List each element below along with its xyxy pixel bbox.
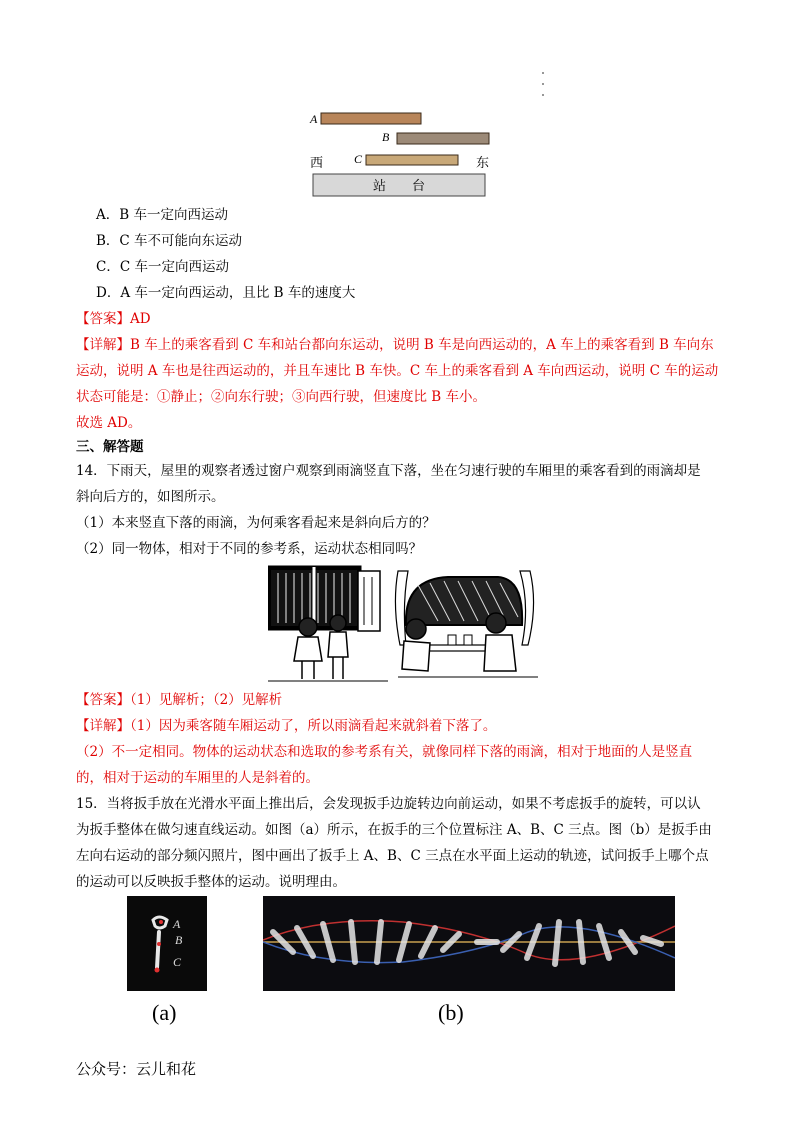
q15-line-1: 15．当将扳手放在光滑水平面上推出后，会发现扳手边旋转边向前运动，如果不考虑扳手的旋转，可以认 [76,796,701,812]
q14-sub-2: （2）同一物体，相对于不同的参考系，运动状态相同吗？ [76,541,423,557]
q14-sub-1: （1）本来竖直下落的雨滴，为何乘客看起来是斜向后方的？ [76,515,436,531]
photo-a-label-b: B [175,933,183,947]
photo-a-label-c: C [173,955,182,969]
q14-answer: 【答案】（1）见解析；（2）见解析 [76,692,283,708]
q14-line-2: 斜向后方的，如图所示。 [76,489,225,505]
q14-detail-1: 【详解】（1）因为乘客随车厢运动了，所以雨滴看起来就斜着下落了。 [76,718,497,734]
q13-detail-2: 运动，说明 A 车也是往西运动的，并且车速比 B 车快。C 车上的乘客看到 A 车向西运动，说明 C 车的运动 [76,363,719,379]
q13-detail-4: 故选 AD。 [76,415,142,431]
train-b [397,133,489,144]
footer-account: 公众号：云儿和花 [76,1060,197,1078]
q14-detail-3: 的，相对于运动的车厢里的人是斜着的。 [76,770,319,786]
east-label: 东 [476,156,490,171]
platform-label: 站 台 [372,179,426,194]
section-title: 三、解答题 [76,439,144,455]
option-a: A．B 车一定向西运动 [96,207,228,223]
option-c: C．C 车一定向西运动 [96,259,229,275]
train-a [321,113,421,124]
q14-line-1: 14．下雨天，屋里的观察者透过窗户观察到雨滴竖直下落，坐在匀速行驶的车厢里的乘客看到的雨滴却是 [76,463,701,479]
wrench-icon [157,932,159,968]
q15-line-2: 为扳手整体在做匀速直线运动。如图（a）所示，在扳手的三个位置标注 A、B、C 三点。图（b）是扳手由 [76,822,712,838]
rain-observers-illustration [268,565,546,683]
wrench-photo-a [127,896,207,991]
q13-answer: 【答案】AD [76,311,151,327]
caption-a: (a) [152,1000,177,1025]
option-b: B．C 车不可能向东运动 [96,233,243,249]
photo-a-label-a: A [173,917,181,931]
strobe-photo-b [263,896,675,991]
label-a: A [310,112,318,126]
train-c [366,155,458,165]
option-d: D．A 车一定向西运动，且比 B 车的速度大 [96,285,356,301]
q14-detail-2: （2）不一定相同。物体的运动状态和选取的参考系有关，就像同样下落的雨滴，相对于地面的人是竖直 [76,744,693,760]
train-platform-diagram [300,105,510,200]
q15-line-3: 左向右运动的部分频闪照片，图中画出了扳手上 A、B、C 三点在水平面上运动的轨迹，试问扳手上哪个点 [76,848,709,864]
label-c: C [354,152,363,166]
q13-detail-1: 【详解】B 车上的乘客看到 C 车和站台都向东运动，说明 B 车是向西运动的，A 车上的乘客看到 B 车向东 [76,337,714,353]
q13-detail-3: 状态可能是：①静止；②向东行驶；③向西行驶，但速度比 B 车小。 [76,389,487,405]
west-label: 西 [310,156,324,171]
label-b: B [382,130,390,144]
caption-b: (b) [438,1000,464,1025]
decorative-dots [541,72,545,102]
q15-line-4: 的运动可以反映扳手整体的运动。说明理由。 [76,874,346,890]
